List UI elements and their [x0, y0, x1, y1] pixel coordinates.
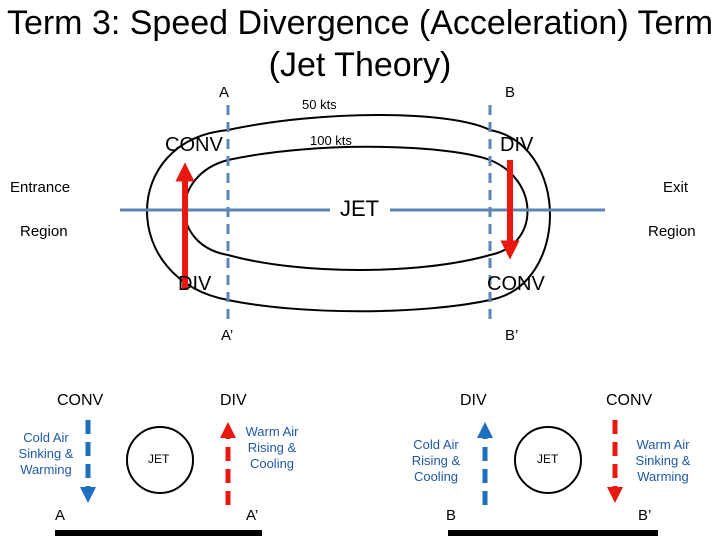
region-left-label: Region [20, 223, 68, 240]
br-point-b-label: B [446, 507, 457, 524]
title-line-1: Term 3: Speed Divergence (Acceleration) Term [6, 4, 714, 42]
entrance-label: Entrance [10, 179, 71, 196]
point-b-prime-label: B’ [505, 327, 519, 344]
br-rising-label: Cold Air Rising & Cooling [411, 437, 461, 484]
br-conv-label: CONV [606, 392, 653, 409]
bl-point-a-label: A [55, 507, 66, 524]
point-b-label: B [505, 84, 516, 101]
br-sinking-label: Warm Air Sinking & Warming [635, 437, 691, 484]
br-div-label: DIV [460, 392, 487, 409]
br-point-b-prime-label: B’ [638, 507, 652, 524]
bl-conv-label: CONV [57, 392, 104, 409]
point-a-label: A [219, 84, 230, 101]
title-line-2: (Jet Theory) [268, 46, 452, 84]
div-top-right-label: DIV [500, 134, 534, 156]
bl-rising-label: Warm Air Rising & Cooling [245, 424, 299, 471]
bl-jet-label: JET [148, 452, 170, 466]
bl-point-a-prime-label: A’ [246, 507, 259, 524]
jet-label: JET [340, 196, 380, 221]
speed-100-label: 100 kts [310, 133, 352, 148]
region-right-label: Region [648, 223, 696, 240]
bl-div-label: DIV [220, 392, 247, 409]
bl-sinking-label: Cold Air Sinking & Warming [18, 430, 74, 477]
point-a-prime-label: A’ [221, 327, 234, 344]
conv-top-left-label: CONV [165, 134, 223, 156]
div-bottom-left-label: DIV [178, 273, 212, 295]
br-jet-label: JET [537, 452, 559, 466]
exit-label: Exit [663, 179, 689, 196]
speed-50-label: 50 kts [302, 97, 337, 112]
conv-bottom-right-label: CONV [487, 273, 545, 295]
